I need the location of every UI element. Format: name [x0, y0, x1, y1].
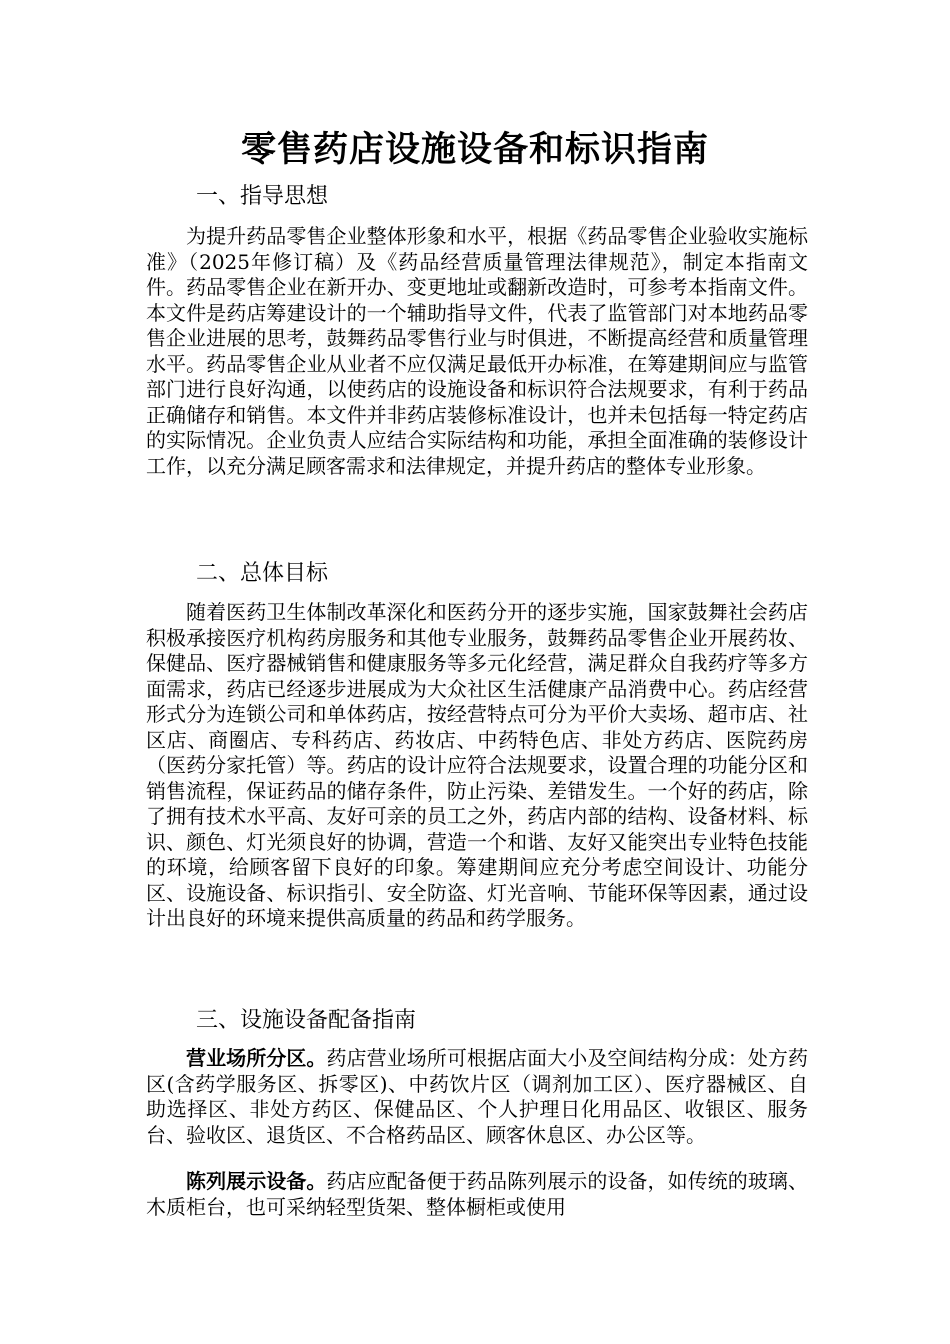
section-paragraph-guiding-ideas: 为提升药品零售企业整体形象和水平，根据《药品零售企业验收实施标准》（2025年修订稿）及《药品经营质量管理法律规范》，制定本指南文件。药品零售企业在新开办、变更地址或翻新改造时，可参考本指南文件。本文件是药店筹建设计的一个辅助指导文件，代表了监管部门对本地药品零售企业进展的思考，鼓舞药品零售行业与时俱进，不断提高经营和质量管理水平。药品零售企业从业者不应仅满足最低开办标准，在筹建期间应与监管部门进行良好沟通，以使药店的设施设备和标识符合法规要求，有利于药品正确储存和销售。本文件并非药店装修标准设计，也并未包括每一特定药店的实际情况。企业负责人应结合实际结构和功能，承担全面准确的装修设计工作，以充分满足顾客需求和法律规定，并提升药店的整体专业形象。 — [146, 224, 808, 478]
item-display-equipment — [146, 1169, 808, 1220]
item-text-display-equipment: 药店应配备便于药品陈列展示的设备，如传统的玻璃、木质柜台，也可采纳轻型货架、整体橱柜或使用 — [146, 1169, 809, 1219]
item-business-area-zoning — [146, 1046, 808, 1148]
section-paragraph-overall-goals: 随着医药卫生体制改革深化和医药分开的逐步实施，国家鼓舞社会药店积极承接医疗机构药房服务和其他专业服务，鼓舞药品零售企业开展药妆、保健品、医疗器械销售和健康服务等多元化经营，满足群众自我药疗等多方面需求，药店已经逐步进展成为大众社区生活健康产品消费中心。药店经营形式分为连锁公司和单体药店，按经营特点可分为平价大卖场、超市店、社区店、商圈店、专科药店、药妆店、中药特色店、非处方药店、医院药房（医药分家托管）等。药店的设计应符合法规要求，设置合理的功能分区和销售流程，保证药品的储存条件，防止污染、差错发生。一个好的药店，除了拥有技术水平高、友好可亲的员工之外，药店内部的结构、设备材料、标识、颜色、灯光须良好的协调，营造一个和谐、友好又能突出专业特色技能的环境，给顾客留下良好的印象。筹建期间应充分考虑空间设计、功能分区、设施设备、标识指引、安全防盗、灯光音响、节能环保等因素，通过设计出良好的环境来提供高质量的药品和药学服务。 — [146, 600, 808, 930]
section-heading-overall-goals: 二、总体目标 — [196, 561, 329, 586]
item-title-business-area-zoning: 营业场所分区。 — [186, 1046, 327, 1070]
item-text-business-area-zoning: 药店营业场所可根据店面大小及空间结构分成：处方药区(含药学服务区、拆零区)、中药饮片区（调剂加工区）、医疗器械区、自助选择区、非处方药区、保健品区、个人护理日化用品区、收银区、服务台、验收区、退货区、不合格药品区、顾客休息区、办公区等。 — [146, 1046, 809, 1147]
document-title: 零售药店设施设备和标识指南 — [240, 129, 709, 170]
section-heading-guiding-ideas: 一、指导思想 — [196, 184, 329, 209]
section-heading-facilities-guide: 三、设施设备配备指南 — [196, 1008, 417, 1033]
item-title-display-equipment: 陈列展示设备。 — [186, 1169, 327, 1193]
